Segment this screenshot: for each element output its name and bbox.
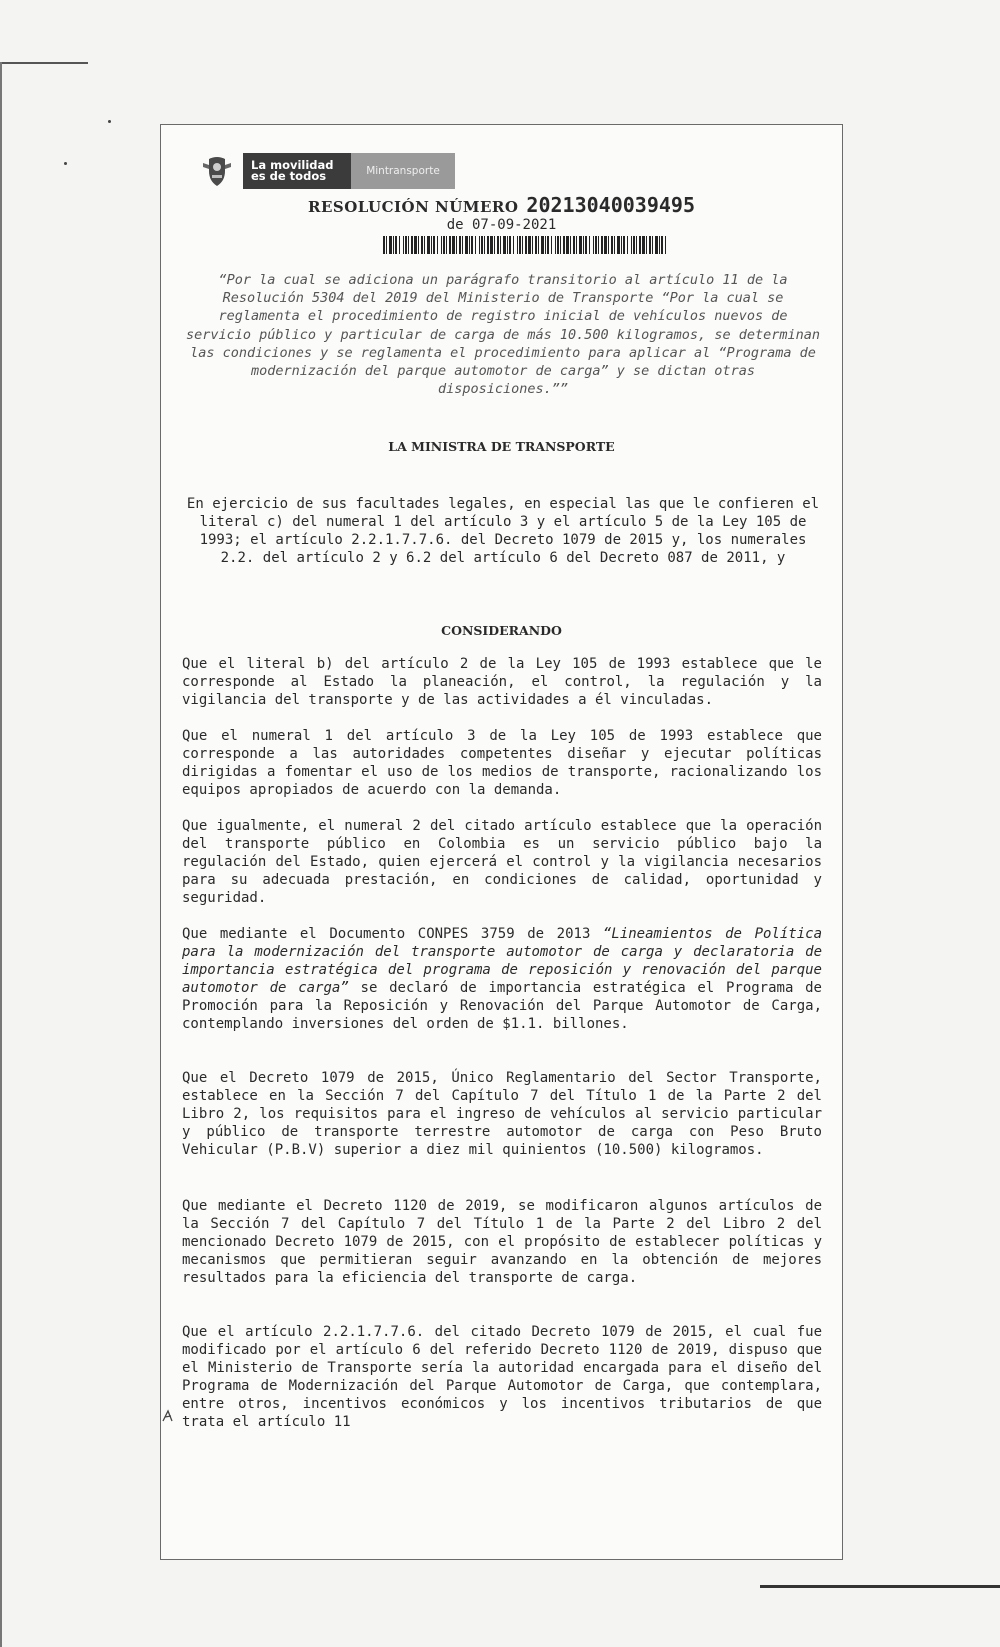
barcode-bar: [642, 236, 645, 254]
scan-speck: [108, 120, 111, 123]
barcode-bar: [459, 236, 461, 254]
logo-line-1: La movilidad: [251, 158, 334, 172]
barcode-bar: [665, 236, 666, 254]
resolution-title: [161, 193, 842, 217]
barcode-bar: [507, 236, 508, 254]
barcode-bar: [570, 236, 571, 254]
barcode-bar: [462, 236, 463, 254]
barcode-bar: [433, 236, 435, 254]
considering-paragraph-2: Que el numeral 1 del artículo 3 de la Ley 105 de 1993 establece que corresponde a las autoridades competentes diseñar y ejecutar políticas dirigidas a fomentar el uso de los medios de transporte, racionalizando los equipos apropiados de acuerdo con la demanda.: [182, 728, 822, 798]
scan-edge-top: [0, 62, 88, 64]
barcode-bar: [393, 236, 394, 254]
barcode-bar: [452, 236, 455, 254]
barcode-bar: [555, 236, 556, 254]
barcode-bar: [497, 236, 499, 254]
considering-paragraph-3: Que igualmente, el numeral 2 del citado artículo establece que la operación del transporte público en Colombia es un servicio público bajo la regulación del Estado, quien ejercerá el control y la vigilancia necesarios para su adecuada prestación, en condiciones de calidad, oportunidad y seguridad.: [182, 818, 822, 906]
resolution-subject: “Por la cual se adiciona un parágrafo transitorio al artículo 11 de la Resolución 5304 del 2019 del Ministerio de Transporte “Por la cual se reglamenta el procedimiento de registro inicial de vehículos nuevos de servicio público y particular de carga de más 10.500 kilogramos, se determinan las condiciones y se reglamenta el procedimiento para aplicar al “Programa de modernización del parque automotor de carga” y se dictan otras disposiciones.””: [186, 272, 820, 398]
barcode-bar: [614, 236, 615, 254]
barcode-bar: [431, 236, 432, 254]
barcode-bar: [621, 236, 622, 254]
barcode-bar: [456, 236, 457, 254]
scan-edge-bottom: [760, 1585, 1000, 1588]
barcode-bar: [517, 236, 518, 254]
barcode-bar: [525, 236, 527, 254]
barcode-bar: [528, 236, 531, 254]
barcode-bar: [494, 236, 495, 254]
considering-paragraph-4: Que el Decreto 1079 de 2015, Único Reglamentario del Sector Transporte, establece en la Sección 7 del Capítulo 7 del Título 1 de la Parte 2 del Libro 2, los requisitos para el ingreso de vehículos al servicio particular y público de transporte terrestre automotor de carga con Peso Bruto Vehicular (P.B.V) superior a diez mil quinientos (10.500) kilogramos.: [182, 1070, 822, 1158]
barcode-bar: [560, 236, 561, 254]
barcode-bar: [659, 236, 660, 254]
barcode-bar: [479, 236, 480, 254]
resolution-date: de 07-09-2021: [446, 217, 557, 233]
barcode-bar: [598, 236, 599, 254]
barcode-bar: [408, 236, 409, 254]
barcode-bar: [604, 236, 607, 254]
barcode-bar: [424, 236, 425, 254]
barcode-bar: [418, 236, 419, 254]
barcode-bar: [513, 236, 514, 254]
coat-of-arms-icon: [199, 153, 235, 189]
barcode-bar: [646, 236, 647, 254]
barcode-bar: [484, 236, 485, 254]
barcode-bar: [395, 236, 397, 254]
barcode-bar: [446, 236, 447, 254]
barcode-bar: [386, 236, 387, 254]
barcode-bar: [503, 236, 506, 254]
barcode-bar: [576, 236, 577, 254]
barcode-bar: [563, 236, 565, 254]
barcode-bar: [443, 236, 445, 254]
barcode-bar: [627, 236, 628, 254]
barcode-bar: [441, 236, 442, 254]
barcode-bar: [595, 236, 597, 254]
barcode-bar: [652, 236, 653, 254]
considering-heading: CONSIDERANDO: [441, 623, 562, 638]
considering-paragraph-1: Que el literal b) del artículo 2 de la Ley 105 de 1993 establece que le corresponde al Estado la planeación, el control, la regulación y la vigilancia del transporte y de las actividades a él vinculadas.: [182, 656, 822, 708]
barcode-bar: [538, 236, 539, 254]
barcode-bar: [633, 236, 635, 254]
barcode-bar: [631, 236, 632, 254]
barcode-bar: [585, 236, 587, 254]
barcode-bar: [509, 236, 511, 254]
barcode-bar: [490, 236, 493, 254]
barcode-bar: [583, 236, 584, 254]
government-logo: [199, 152, 457, 190]
barcode-bar: [449, 236, 451, 254]
barcode-bar: [623, 236, 625, 254]
barcode-bar: [649, 236, 651, 254]
resolution-label: RESOLUCIÓN NÚMERO: [308, 198, 519, 216]
resolution-number: 20213040039495: [526, 193, 695, 217]
barcode-bar: [655, 236, 658, 254]
legal-basis-paragraph: En ejercicio de sus facultades legales, en especial las que le confieren el literal c) del numeral 1 del artículo 3 y el artículo 5 de la Ley 105 de 1993; el artículo 2.2.1.7.7.6. del Decreto 1079 de 2015 y, los numerales 2.2. del artículo 2 y 6.2 del artículo 6 del Decreto 087 de 2011, y: [186, 496, 820, 566]
barcode-bar: [481, 236, 483, 254]
barcode-bar: [500, 236, 501, 254]
logo-line-2: es de todos: [251, 169, 327, 183]
barcode-bar: [399, 236, 400, 254]
barcode-bar: [661, 236, 663, 254]
considering-paragraph-5: Que mediante el Decreto 1120 de 2019, se modificaron algunos artículos de la Sección 7 del Capítulo 7 del Título 1 de la Parte 2 del Libro 2 del mencionado Decreto 1079 de 2015, con el propósito de establecer políticas y mecanismos que permitieran seguir avanzando en la obtención de mejores resultados para la eficiencia del transporte de carga.: [182, 1198, 822, 1286]
barcode-bar: [405, 236, 407, 254]
barcode-bar: [593, 236, 594, 254]
barcode-bar: [411, 236, 413, 254]
barcode-bar: [383, 236, 385, 254]
barcode-graphic: [383, 236, 667, 254]
barcode-bar: [608, 236, 609, 254]
barcode-bar: [573, 236, 575, 254]
barcode-bar: [427, 236, 430, 254]
barcode-bar: [601, 236, 603, 254]
barcode-bar: [414, 236, 417, 254]
barcode-bar: [636, 236, 637, 254]
conpes-text-end: se declaró de importancia estratégica el Programa de Promoción para la Reposición y Renovación del Parque Automotor de Carga, contemplando inversiones del orden de $1.1. billones.: [182, 980, 822, 1032]
scan-speck: [64, 162, 67, 165]
barcode-bar: [519, 236, 521, 254]
barcode-bar: [535, 236, 537, 254]
barcode-bar: [579, 236, 582, 254]
barcode-bar: [639, 236, 641, 254]
barcode-bar: [566, 236, 569, 254]
barcode-bar: [469, 236, 470, 254]
barcode-bar: [487, 236, 489, 254]
logo-slogan: [243, 153, 351, 189]
conpes-text-start: Que mediante el Documento CONPES 3759 de 2013: [182, 926, 603, 942]
ministry-name: Mintransporte: [351, 153, 455, 189]
barcode-bar: [421, 236, 423, 254]
barcode-bar: [471, 236, 473, 254]
conpes-document-title: “Lineamientos de Política para la modernización del transporte automotor de carga y declaratoria de importancia estratégica del programa de reposición y renovación del parque automotor de carga”: [182, 926, 822, 996]
considering-paragraph-6: Que el artículo 2.2.1.7.7.6. del citado Decreto 1079 de 2015, el cual fue modificado por el artículo 6 del referido Decreto 1120 de 2019, dispuso que el Ministerio de Transporte sería la autoridad encargada para el diseño del Programa de Modernización del Parque Automotor de Carga, que contemplara, entre otros, incentivos económicos y los incentivos tributarios de que trata el artículo 11: [182, 1324, 822, 1430]
barcode-bar: [541, 236, 544, 254]
barcode-bar: [403, 236, 404, 254]
barcode-bar: [475, 236, 476, 254]
barcode-bar: [589, 236, 590, 254]
barcode-bar: [547, 236, 549, 254]
barcode-bar: [557, 236, 559, 254]
barcode-bar: [617, 236, 620, 254]
barcode-bar: [522, 236, 523, 254]
barcode-bar: [611, 236, 613, 254]
barcode-bar: [545, 236, 546, 254]
authority-heading: LA MINISTRA DE TRANSPORTE: [388, 439, 615, 454]
barcode-bar: [389, 236, 392, 254]
considering-paragraph-conpes: [182, 925, 822, 1033]
barcode-bar: [437, 236, 438, 254]
document-page: [160, 124, 843, 1560]
barcode-bar: [551, 236, 552, 254]
barcode-bar: [532, 236, 533, 254]
handwritten-mark: [161, 1409, 175, 1423]
barcode-bar: [465, 236, 468, 254]
scan-edge-left: [0, 62, 2, 1647]
